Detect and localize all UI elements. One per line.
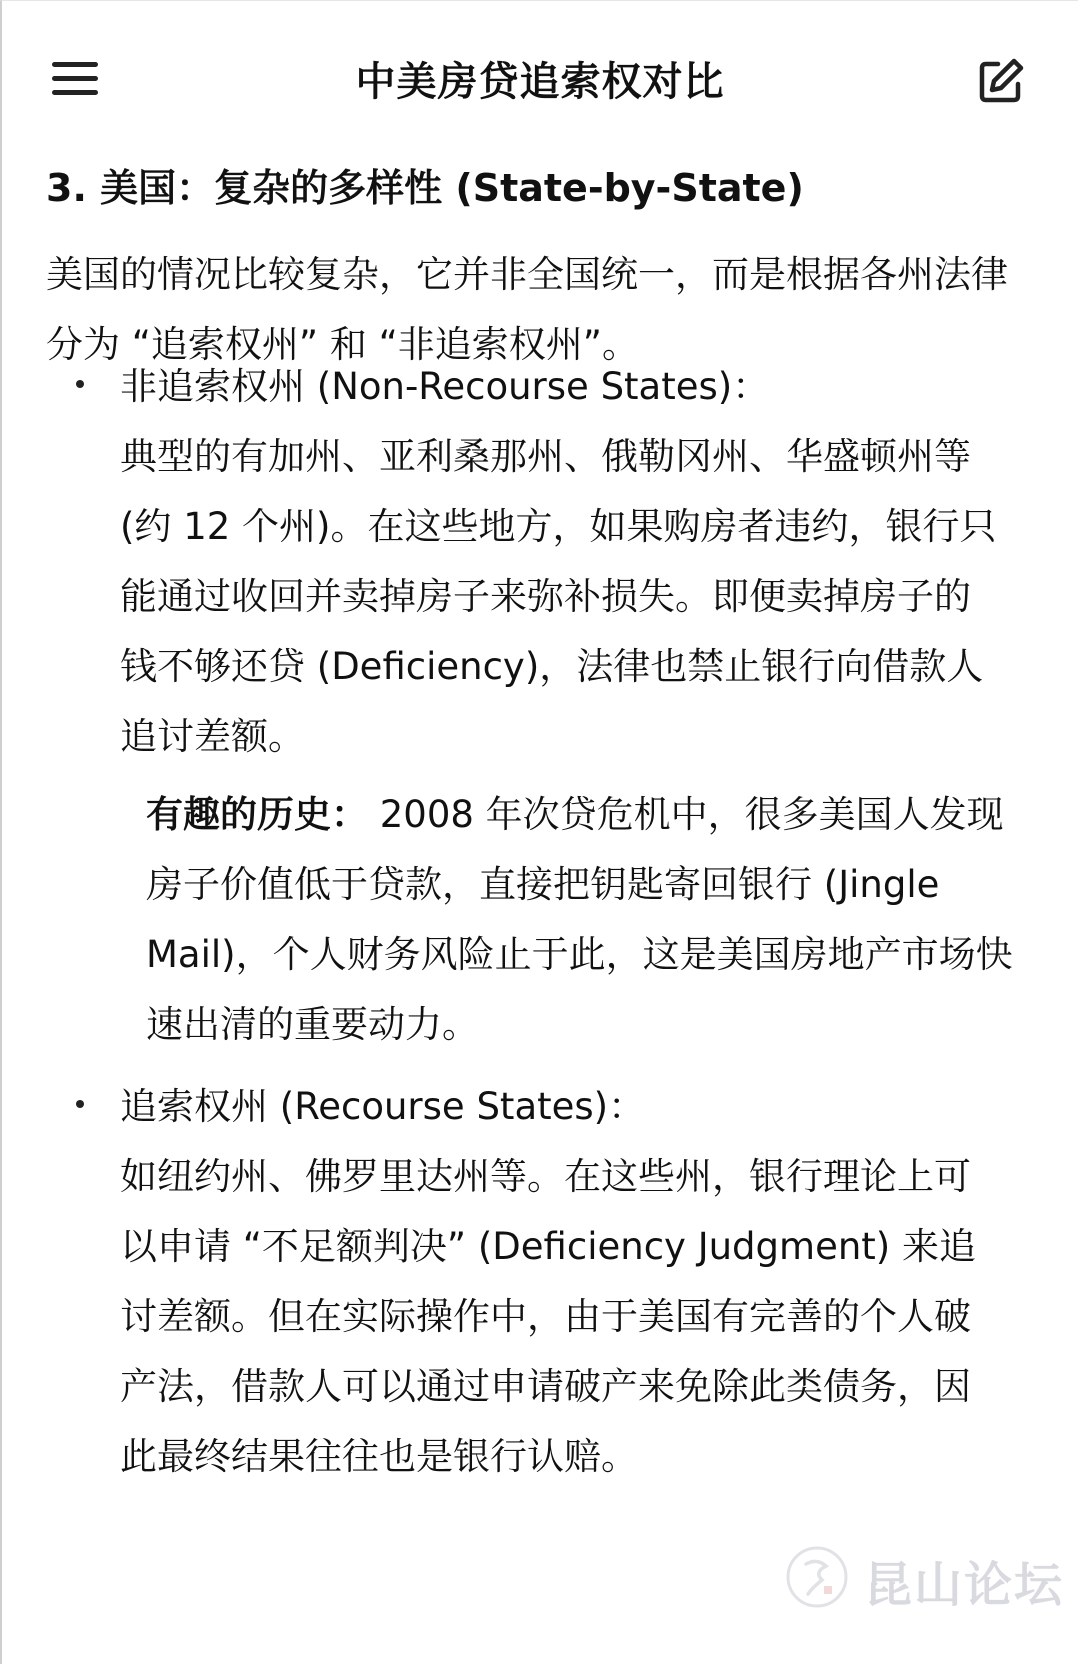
history-note-label: 有趣的历史： (146, 793, 368, 836)
bullet-icon (76, 380, 84, 388)
bullet-heading: 追索权州 (Recourse States)： (120, 1085, 646, 1128)
top-bar (0, 0, 1080, 160)
history-note (146, 780, 1026, 1060)
bullet-body: 如纽约州、佛罗里达州等。在这些州，银行理论上可以申请 “不足额判决” (Deficiency Judgment) 来追讨差额。但在实际操作中，由于美国有完善的个人破产法，借款人可以通过申请破产来免除此类债务，因此最终结果往往也是银行认赔。 (120, 1155, 976, 1478)
intro-paragraph: 美国的情况比较复杂，它并非全国统一，而是根据各州法律分为 “追索权州” 和 “非追索权州”。 (46, 253, 1008, 366)
page-title: 中美房贷追索权对比 (355, 59, 725, 105)
history-note-text: 2008 年次贷危机中，很多美国人发现房子价值低于贷款，直接把钥匙寄回银行 (Jingle Mail)，个人财务风险止于此，这是美国房地产市场快速出清的重要动力。 (146, 793, 1013, 1046)
seal-logo-icon (784, 1544, 850, 1610)
edit-icon[interactable] (976, 56, 1026, 106)
forum-watermark (780, 1536, 1070, 1626)
bullet-body: 典型的有加州、亚利桑那州、俄勒冈州、华盛顿州等 (约 12 个州)。在这些地方，如果购房者违约，银行只能通过收回并卖掉房子来弥补损失。即便卖掉房子的钱不够还贷 (Deficiency)，法律也禁止银行向借款人追讨差额。 (120, 435, 997, 758)
section-heading: 3. 美国：复杂的多样性 (State-by-State) (46, 166, 804, 210)
watermark-text: 昆山论坛 (864, 1557, 1065, 1613)
bullet-heading: 非追索权州 (Non-Recourse States)： (120, 365, 770, 408)
bullet-icon (76, 1100, 84, 1108)
